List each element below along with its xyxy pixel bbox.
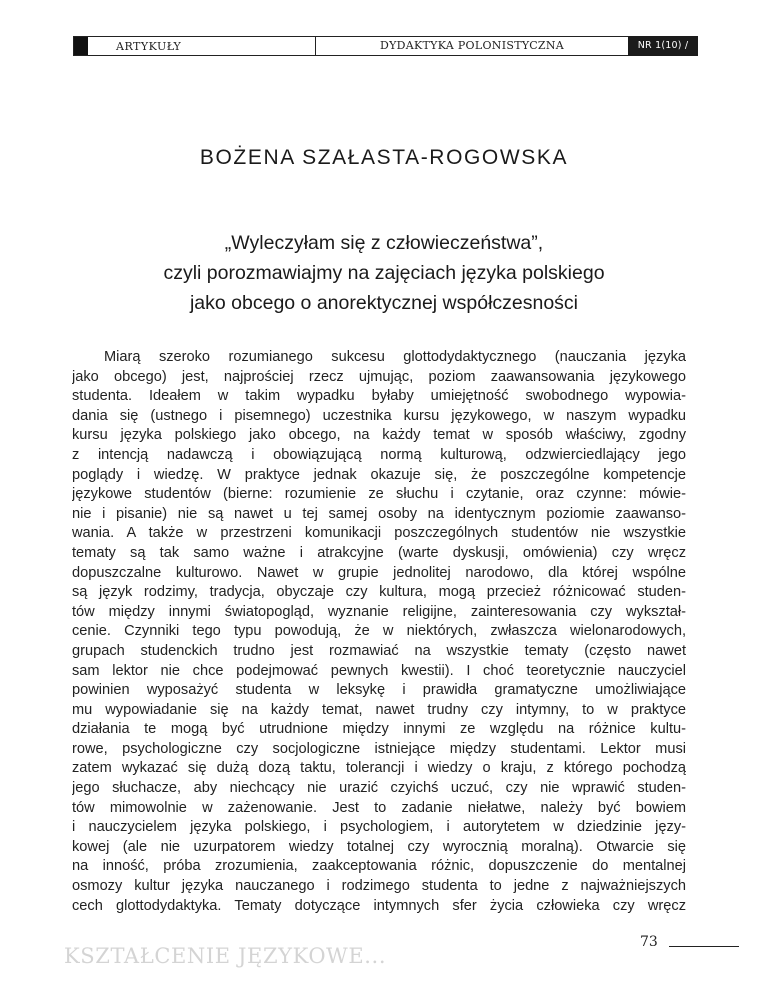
article-body <box>72 348 686 916</box>
body-text-line: dopuszczalne kulturowo. Nawet w grupie jednolitej narodowo, dla której wspólne <box>72 564 686 581</box>
body-text-line: powinien wyposażyć studenta w leksykę i prawidła gramatyczne umożliwiające <box>72 682 686 699</box>
body-text-line: mu wypowiadanie się na każdy temat, nawet trudny czy intymny, to w praktyce <box>72 701 686 718</box>
body-text-line: z intencją nadawczą i obowiązującą normą kulturową, odzwierciedlający jego <box>72 446 686 463</box>
section-label: ARTYKUŁY <box>116 40 182 53</box>
body-text-line: sam lektor nie chce podejmować pewnych kwestii). I choć teoretycznie nauczyciel <box>72 662 686 679</box>
article-author: BOŻENA SZAŁASTA-ROGOWSKA <box>199 146 569 169</box>
journal-name: DYDAKTYKA POLONISTYCZNA <box>316 36 628 56</box>
body-text-line: wania. A także w przestrzeni komunikacji poszczególnych studentów nie wszystkie <box>72 525 686 542</box>
issue-number: NR 1(10) / 2015 <box>628 36 698 56</box>
body-text-line: osmozy kultur języka nauczanego i rodzimego studenta to jedne z najważniejszych <box>72 878 686 895</box>
body-text-line: poglądy i wiedzę. W praktyce jednak okazuje się, że poszczególne kompetencje <box>72 466 686 483</box>
section-label-box <box>73 36 316 56</box>
body-text-line: jego słuchacze, aby niechcący nie urazić czyichś uczuć, czy nie wprawić studen- <box>72 780 686 797</box>
body-text-line: jako obcego) jest, najprościej rzecz ujmując, poziom zaawansowania językowego <box>72 368 686 385</box>
body-text-line: cenie. Czynniki tego typu powodują, że w niektórych, zwłaszcza wielonarodowych, <box>72 623 686 640</box>
footer-rule <box>669 946 739 947</box>
running-footer-title: KSZTAŁCENIE JĘZYKOWE... <box>64 944 387 968</box>
body-text-line: tów mimowolnie w zażenowanie. Jest to zadanie niełatwe, należy być bowiem <box>72 799 686 816</box>
body-text-line: dania się (ustnego i pisemnego) uczestnika kursu językowego, w naszym wypadku <box>72 407 686 424</box>
running-header <box>73 36 698 71</box>
page-number: 73 <box>640 934 658 950</box>
body-text-line: Miarą szeroko rozumianego sukcesu glottodydaktycznego (nauczania języka <box>104 349 686 365</box>
title-line: czyli porozmawiajmy na zajęciach języka polskiego <box>163 262 605 284</box>
body-text-line: na inność, próba zrozumienia, zaakceptowania różnic, dopuszczenie do mentalnej <box>72 858 686 875</box>
body-text-line: kowej (ale nie uzurpatorem wiedzy totalnej czy wyrocznią moralną). Otwarcie się <box>72 838 686 855</box>
body-text-line: są język rodzimy, tradycja, obyczaje czy kultura, mogą przecież różnicować studen- <box>72 584 686 601</box>
body-text-line: tematy są tak samo ważne i atrakcyjne (warte dyskusji, omówienia) czy wręcz <box>72 544 686 561</box>
body-text-line: cech glottodydaktyka. Tematy dotyczące intymnych sfer życia człowieka czy wręcz <box>72 897 686 914</box>
body-text-line: działania te mogą być utrudnione między innymi ze względu na różnice kultu- <box>72 721 686 738</box>
body-text-line: językowe studentów (bierne: rozumienie ze słuchu i czytanie, oraz czynne: mówie- <box>72 486 686 503</box>
body-text-line: i nauczycielem języka polskiego, i psychologiem, i autorytetem w dziedzinie języ- <box>72 819 686 836</box>
article-title <box>0 228 768 318</box>
body-text-line: tów między innymi światopogląd, wyznanie religijne, zainteresowania czy wykształ- <box>72 603 686 620</box>
title-line: „Wyleczyłam się z człowieczeństwa”, <box>224 232 544 254</box>
body-text-line: zatem wykazać się dużą dozą taktu, tolerancji i wiedzy o kraju, z którego pochodzą <box>72 760 686 777</box>
body-text-line: nie i pisanie) nie są nawet u tej samej osoby na identycznym poziomie zaawanso- <box>72 505 686 522</box>
body-text-line: kursu języka polskiego jako obcego, na każdy temat w sposób właściwy, zgodny <box>72 427 686 444</box>
section-marker-bar <box>74 37 88 55</box>
body-text-line: grupach studenckich trudno jest rozmawiać na wszystkie tematy (często nawet <box>72 642 686 659</box>
title-line: jako obcego o anorektycznej współczesności <box>189 292 579 314</box>
body-text-line: rowe, psychologiczne czy socjologiczne istniejące między studentami. Lektor musi <box>72 740 686 757</box>
body-text-line: studenta. Ideałem w takim wypadku byłaby umiejętność swobodnego wypowia- <box>72 388 686 405</box>
